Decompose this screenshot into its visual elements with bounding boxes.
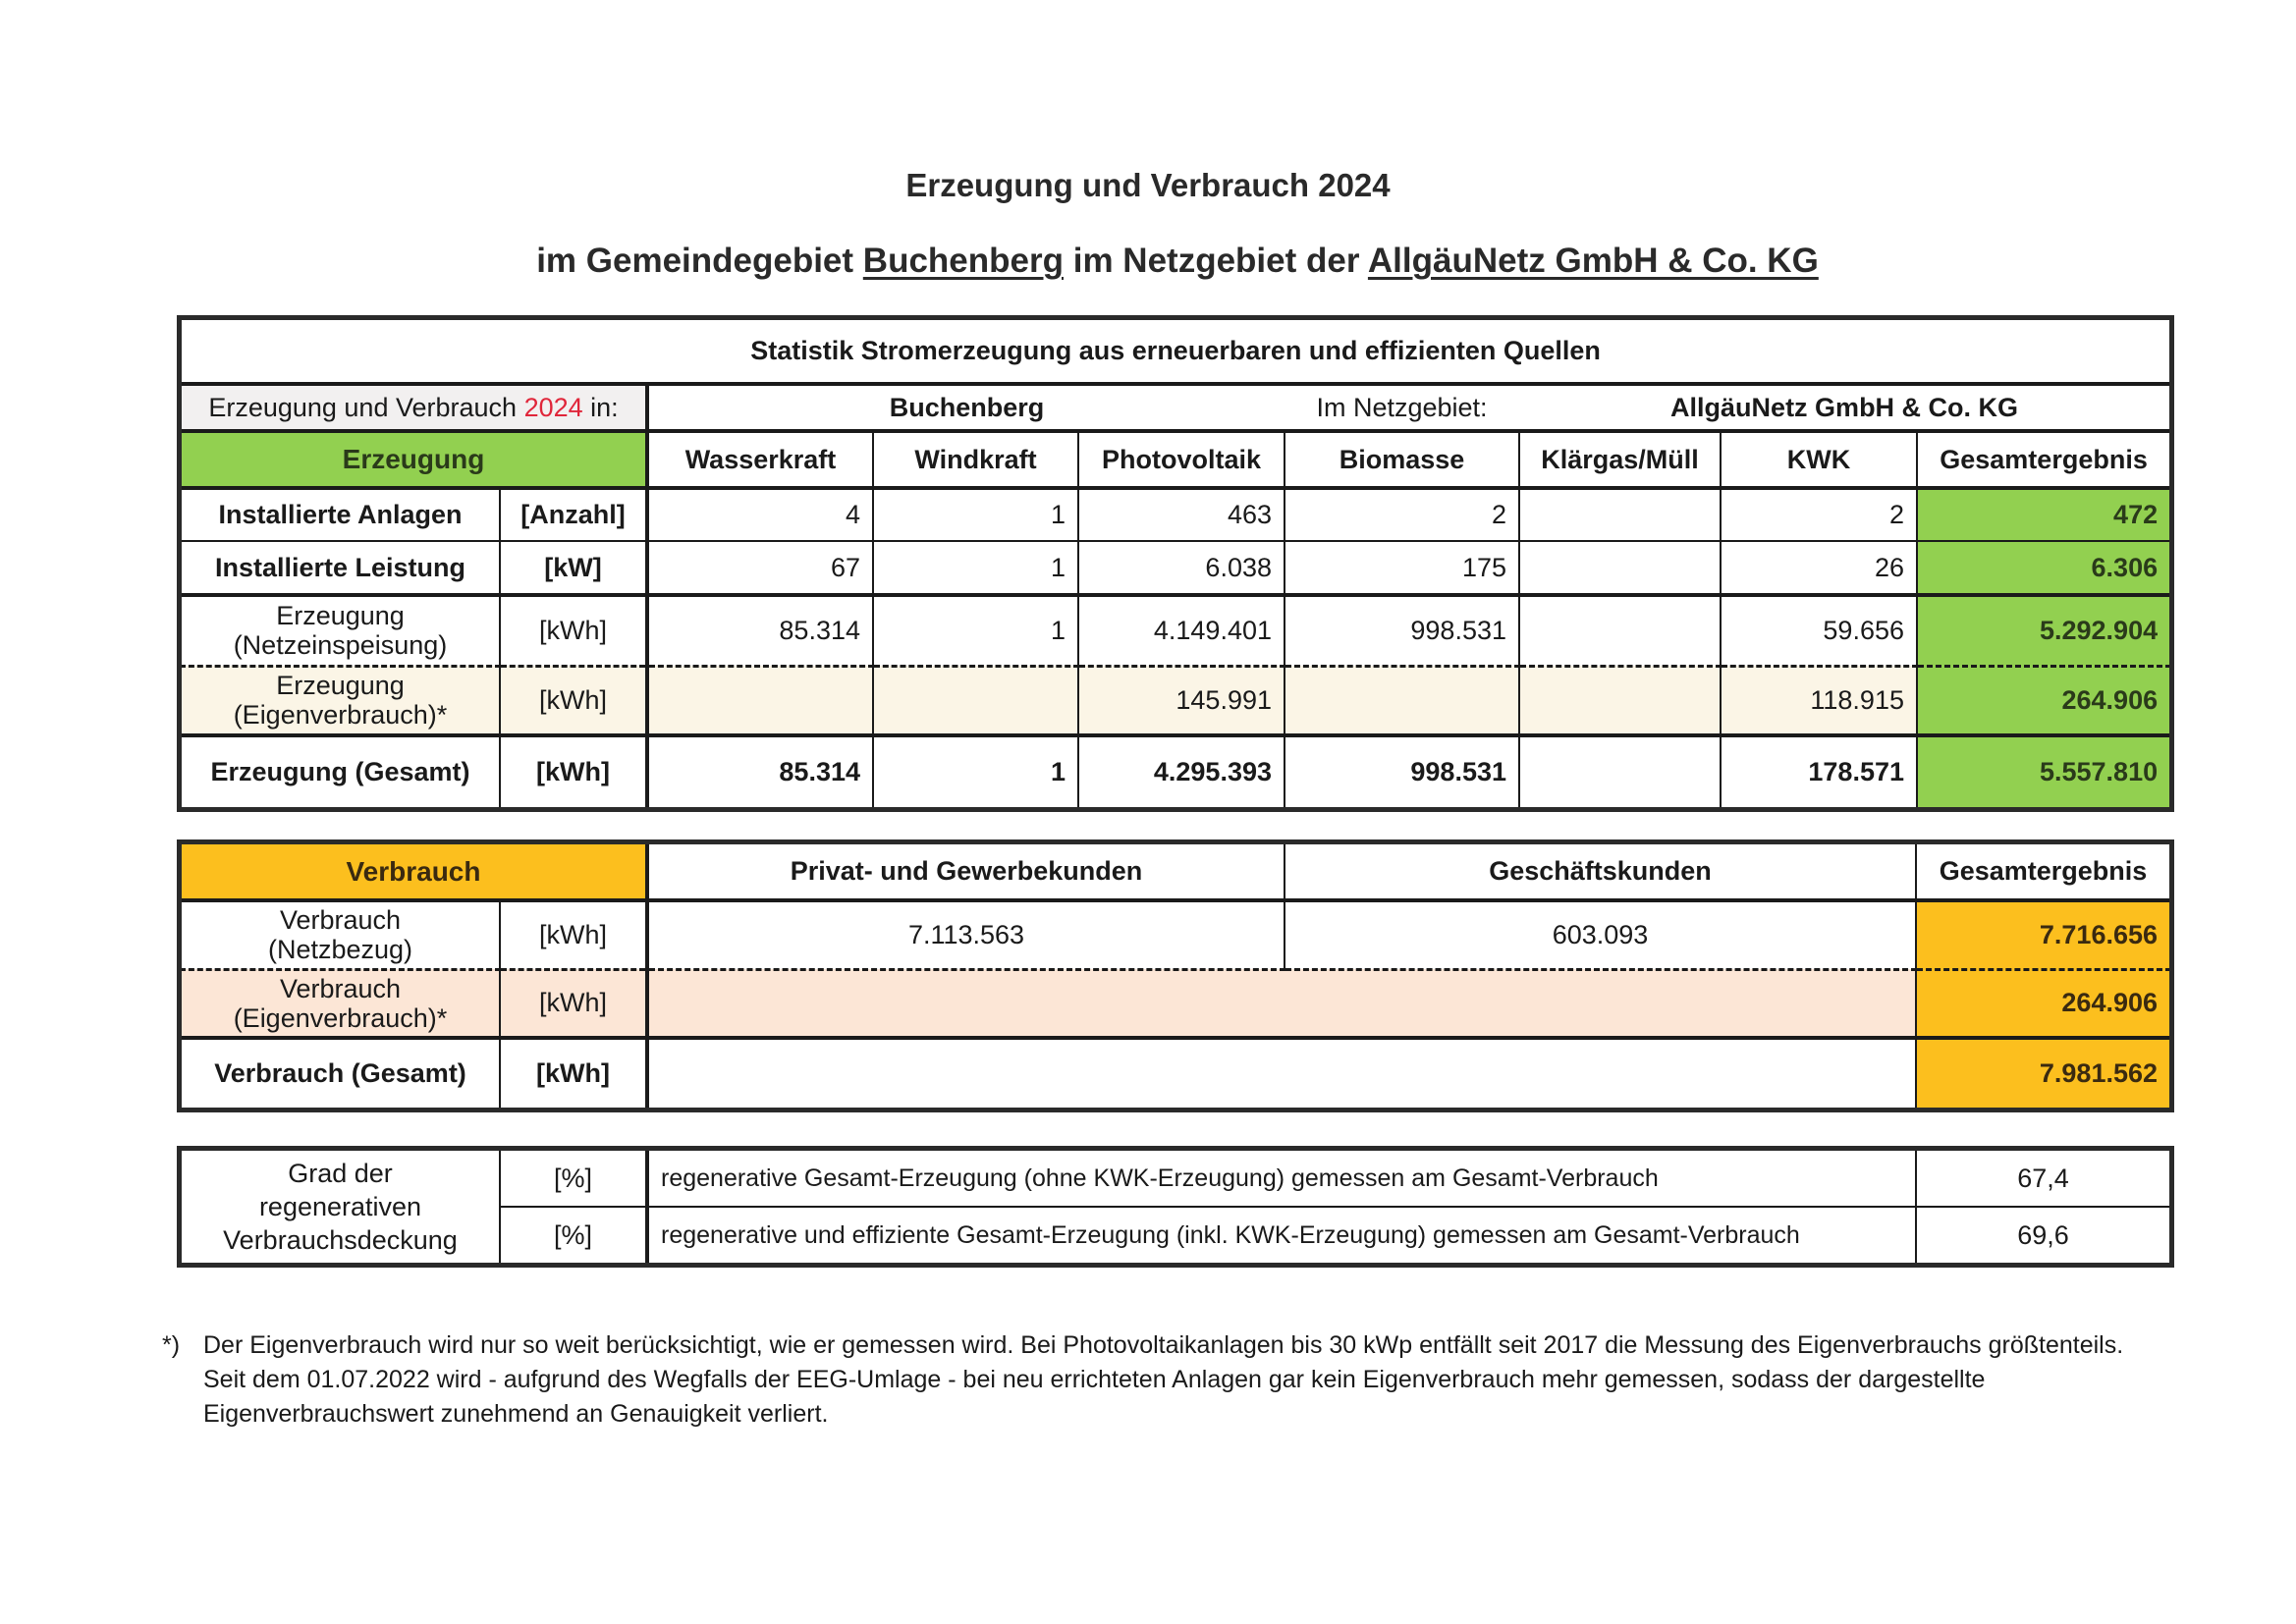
cell-value: 67 [647, 541, 873, 595]
row-label: Verbrauch (Gesamt) [181, 1038, 500, 1109]
footnote [162, 1328, 2146, 1432]
column-header: Klärgas/Müll [1519, 431, 1721, 488]
row-label: Installierte Leistung [181, 541, 500, 595]
cell-value: 145.991 [1078, 666, 1285, 735]
row-unit: [kW] [500, 541, 647, 595]
cell-value [1519, 666, 1721, 735]
cell-value: 175 [1285, 541, 1519, 595]
deckung-table [180, 1149, 2171, 1265]
row-unit: [kWh] [500, 735, 647, 808]
total-value: 7.981.562 [1916, 1038, 2170, 1109]
deckung-label-line2: regenerativen [258, 1192, 422, 1221]
subtitle-prefix: im Gemeindegebiet [536, 242, 854, 280]
deckung-label-line1: Grad der [288, 1159, 393, 1188]
table-row [181, 1150, 2170, 1207]
cell-value: 1 [873, 541, 1078, 595]
verbrauch-table [180, 842, 2171, 1110]
context-municipality: Buchenberg [647, 384, 1285, 431]
context-network-label: Im Netzgebiet: [1285, 384, 1519, 431]
cell-value: 463 [1078, 488, 1285, 541]
cell-value: 2 [1721, 488, 1917, 541]
row-label-line2: (Netzeinspeisung) [233, 630, 448, 661]
row-unit: [kWh] [500, 595, 647, 666]
context-label-prefix: Erzeugung und Verbrauch [208, 392, 518, 422]
verbrauch-section-label: Verbrauch [181, 843, 647, 900]
table-row [181, 735, 2170, 808]
row-unit: [Anzahl] [500, 488, 647, 541]
total-value: 6.306 [1917, 541, 2170, 595]
column-header: Windkraft [873, 431, 1078, 488]
column-header: Wasserkraft [647, 431, 873, 488]
cell-value: 2 [1285, 488, 1519, 541]
total-value: 5.557.810 [1917, 735, 2170, 808]
table-row [181, 541, 2170, 595]
table-row [181, 969, 2170, 1038]
row-unit: [kWh] [500, 666, 647, 735]
cell-value: 178.571 [1721, 735, 1917, 808]
erzeugung-table [180, 318, 2171, 809]
deckung-label [181, 1150, 500, 1264]
row-label-line1: Erzeugung [276, 671, 405, 701]
row-unit: [kWh] [500, 1038, 647, 1109]
row-label: Installierte Anlagen [181, 488, 500, 541]
deckung-label-line3: Verbrauchsdeckung [223, 1225, 458, 1255]
row-description: regenerative Gesamt-Erzeugung (ohne KWK-Erzeugung) gemessen am Gesamt-Verbrauch [647, 1150, 1916, 1207]
column-header: Gesamtergebnis [1916, 843, 2170, 900]
total-value: 7.716.656 [1916, 900, 2170, 969]
column-header: KWK [1721, 431, 1917, 488]
column-header: Photovoltaik [1078, 431, 1285, 488]
row-label [181, 969, 500, 1038]
page-subtitle [0, 242, 2296, 281]
footnote-mark: *) [162, 1331, 181, 1359]
context-label [181, 384, 647, 431]
total-value: 5.292.904 [1917, 595, 2170, 666]
erzeugung-caption: Statistik Stromerzeugung aus erneuerbaren und effizienten Quellen [181, 319, 2170, 384]
cell-value [1285, 666, 1519, 735]
cell-value [1519, 541, 1721, 595]
cell-value-empty [647, 1038, 1916, 1109]
row-label-line2: (Eigenverbrauch)* [233, 1002, 448, 1033]
column-header: Biomasse [1285, 431, 1519, 488]
row-label [181, 666, 500, 735]
cell-value [647, 666, 873, 735]
cell-value [1519, 595, 1721, 666]
row-label-line1: Verbrauch [279, 905, 402, 936]
table-row [181, 595, 2170, 666]
cell-value: 6.038 [1078, 541, 1285, 595]
row-label-line1: Verbrauch [279, 973, 402, 1003]
column-header: Geschäftskunden [1285, 843, 1916, 900]
cell-value: 26 [1721, 541, 1917, 595]
row-description: regenerative und effiziente Gesamt-Erzeugung (inkl. KWK-Erzeugung) gemessen am Gesamt-Verbrauch [647, 1207, 1916, 1264]
cell-value: 85.314 [647, 595, 873, 666]
column-header: Gesamtergebnis [1917, 431, 2170, 488]
total-value: 264.906 [1916, 969, 2170, 1038]
cell-value: 1 [873, 735, 1078, 808]
cell-value [1519, 488, 1721, 541]
cell-value: 1 [873, 488, 1078, 541]
row-label [181, 900, 500, 969]
row-unit: [kWh] [500, 900, 647, 969]
row-unit: [%] [500, 1150, 647, 1207]
cell-value: 603.093 [1285, 900, 1916, 969]
cell-value: 998.531 [1285, 595, 1519, 666]
row-unit: [kWh] [500, 969, 647, 1038]
total-value: 472 [1917, 488, 2170, 541]
row-label-line2: (Eigenverbrauch)* [233, 700, 448, 731]
cell-value: 85.314 [647, 735, 873, 808]
network-operator-name: AllgäuNetz GmbH & Co. KG [1367, 242, 1819, 280]
row-label [181, 595, 500, 666]
table-row [181, 666, 2170, 735]
context-network-operator: AllgäuNetz GmbH & Co. KG [1519, 384, 2170, 431]
cell-value: 4 [647, 488, 873, 541]
cell-value: 118.915 [1721, 666, 1917, 735]
row-label-line2: (Netzbezug) [267, 935, 413, 965]
percent-value: 69,6 [1916, 1207, 2170, 1264]
context-label-suffix: in: [590, 392, 619, 422]
page-title: Erzeugung und Verbrauch 2024 [905, 167, 1391, 203]
percent-value: 67,4 [1916, 1150, 2170, 1207]
cell-value: 998.531 [1285, 735, 1519, 808]
row-label: Erzeugung (Gesamt) [181, 735, 500, 808]
footnote-text: Der Eigenverbrauch wird nur so weit berücksichtigt, wie er gemessen wird. Bei Photovoltaikanlagen bis 30 kWp entfällt seit 2017 die Messung des Eigenverbrauchs größtenteils. Seit dem 01.07.2022 wird - aufgrund des Wegfalls der EEG-Umlage - bei neu errichteten Anlagen gar kein Eigenverbrauch mehr gemessen, sodass der dargestellte Eigenverbrauchswert zunehmend an Genauigkeit verliert. [203, 1331, 2124, 1428]
cell-value: 59.656 [1721, 595, 1917, 666]
cell-value [1519, 735, 1721, 808]
cell-value: 1 [873, 595, 1078, 666]
cell-value: 7.113.563 [647, 900, 1285, 969]
cell-value: 4.149.401 [1078, 595, 1285, 666]
row-label-line1: Erzeugung [276, 601, 405, 631]
cell-value [873, 666, 1078, 735]
cell-value: 4.295.393 [1078, 735, 1285, 808]
erzeugung-section-label: Erzeugung [181, 431, 647, 488]
row-unit: [%] [500, 1207, 647, 1264]
column-header: Privat- und Gewerbekunden [647, 843, 1285, 900]
total-value: 264.906 [1917, 666, 2170, 735]
table-row [181, 488, 2170, 541]
municipality-name: Buchenberg [862, 242, 1064, 280]
cell-value-empty [647, 969, 1916, 1038]
table-row [181, 900, 2170, 969]
table-row [181, 1038, 2170, 1109]
context-year: 2024 [523, 392, 583, 422]
subtitle-middle: im Netzgebiet der [1072, 242, 1360, 280]
